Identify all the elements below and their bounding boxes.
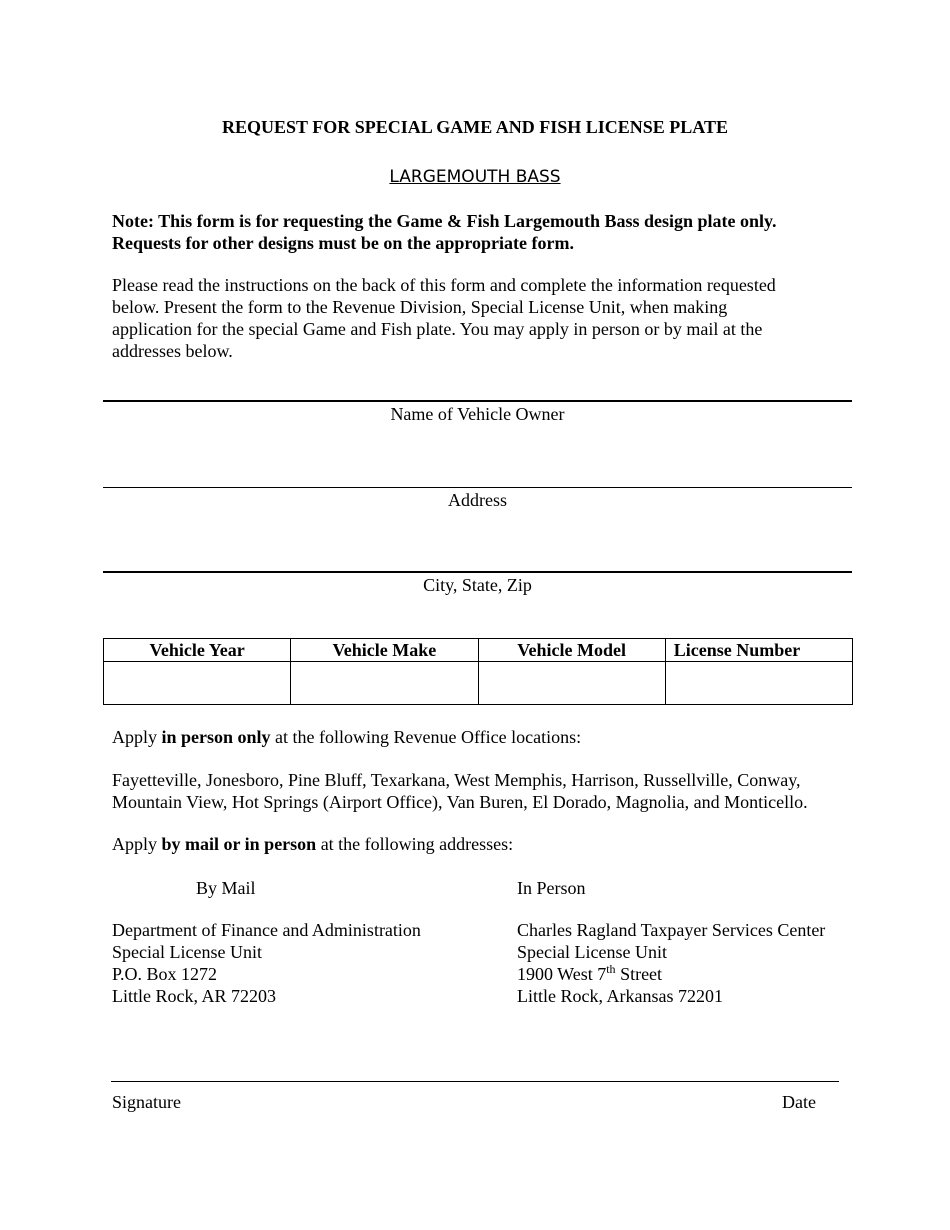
instructions-line-3: application for the special Game and Fish plate. You may apply in person or by mail at the	[112, 319, 763, 339]
license-number-cell[interactable]	[665, 662, 852, 705]
in-person-only-prefix: Apply	[112, 727, 162, 747]
vehicle-year-header: Vehicle Year	[104, 639, 291, 662]
form-title: REQUEST FOR SPECIAL GAME AND FISH LICENSE PLATE	[222, 117, 728, 137]
vehicle-make-cell[interactable]	[291, 662, 478, 705]
vehicle-year-cell[interactable]	[104, 662, 291, 705]
in-person-line-1: Charles Ragland Taxpayer Services Center	[517, 920, 826, 940]
note-block	[112, 210, 842, 254]
mail-or-person-bold: by mail or in person	[161, 834, 317, 854]
vehicle-model-cell[interactable]	[478, 662, 665, 705]
owner-name-line[interactable]	[103, 400, 852, 402]
mail-or-person-prefix: Apply	[112, 834, 162, 854]
vehicle-model-header: Vehicle Model	[478, 639, 665, 662]
note-line-2: Requests for other designs must be on the appropriate form.	[112, 233, 574, 253]
in-person-line-3	[517, 963, 857, 985]
in-person-line-3-pre: 1900 West 7	[517, 964, 607, 984]
city-state-zip-line[interactable]	[103, 571, 852, 573]
by-mail-line-4: Little Rock, AR 72203	[112, 986, 276, 1006]
by-mail-line-3: P.O. Box 1272	[112, 964, 218, 984]
instructions-paragraph	[112, 274, 842, 362]
date-label: Date	[782, 1092, 816, 1112]
mail-or-person-suffix: at the following addresses:	[316, 834, 514, 854]
note-line-1: Note: This form is for requesting the Game & Fish Largemouth Bass design plate only.	[112, 211, 777, 231]
in-person-line-2: Special License Unit	[517, 942, 667, 962]
mail-or-person-heading	[112, 833, 513, 855]
office-locations-line-2: Mountain View, Hot Springs (Airport Office), Van Buren, El Dorado, Magnolia, and Monticello.	[112, 792, 808, 812]
vehicle-table-header-row	[104, 639, 853, 662]
in-person-line-3-post: Street	[615, 964, 663, 984]
in-person-only-bold: in person only	[161, 727, 271, 747]
form-subtitle: LARGEMOUTH BASS	[389, 167, 561, 187]
in-person-only-suffix: at the following Revenue Office locations:	[270, 727, 582, 747]
office-locations-line-1: Fayetteville, Jonesboro, Pine Bluff, Texarkana, West Memphis, Harrison, Russellville, Conway,	[112, 770, 801, 790]
instructions-line-1: Please read the instructions on the back of this form and complete the information requested	[112, 275, 776, 295]
in-person-heading: In Person	[517, 878, 586, 898]
address-label: Address	[448, 490, 507, 510]
by-mail-heading: By Mail	[196, 878, 256, 898]
vehicle-table	[103, 638, 853, 705]
owner-name-label: Name of Vehicle Owner	[390, 404, 565, 424]
by-mail-line-2: Special License Unit	[112, 942, 262, 962]
in-person-address	[517, 919, 857, 1007]
license-number-header: License Number	[665, 639, 852, 662]
in-person-line-3-sup: th	[606, 962, 616, 976]
signature-label: Signature	[112, 1092, 181, 1112]
vehicle-make-header: Vehicle Make	[291, 639, 478, 662]
office-locations	[112, 769, 852, 813]
city-state-zip-label: City, State, Zip	[423, 575, 532, 595]
instructions-line-2: below. Present the form to the Revenue Division, Special License Unit, when making	[112, 297, 728, 317]
signature-line[interactable]	[111, 1081, 839, 1082]
by-mail-address	[112, 919, 492, 1007]
vehicle-table-entry-row	[104, 662, 853, 705]
in-person-line-4: Little Rock, Arkansas 72201	[517, 986, 723, 1006]
in-person-only-heading	[112, 726, 581, 748]
by-mail-line-1: Department of Finance and Administration	[112, 920, 421, 940]
address-line[interactable]	[103, 487, 852, 488]
instructions-line-4: addresses below.	[112, 341, 233, 361]
